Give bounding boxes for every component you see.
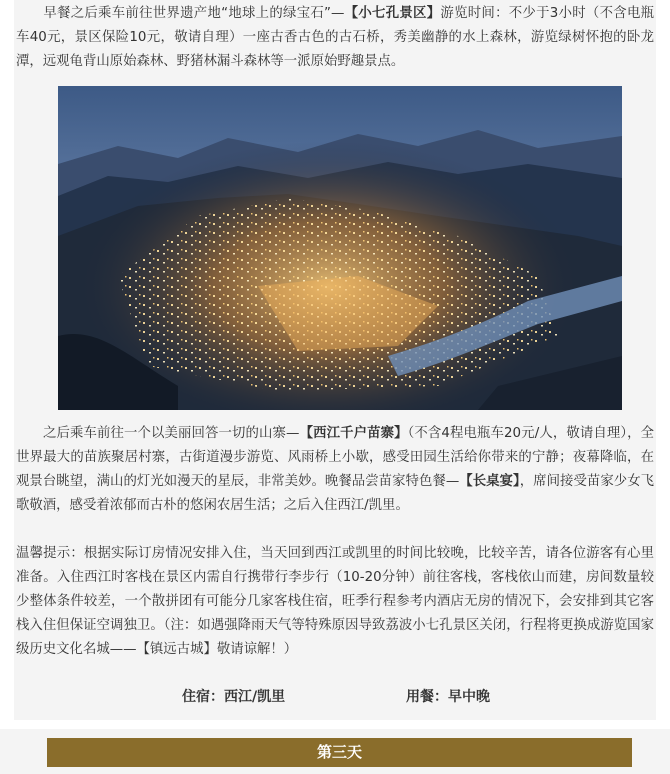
accommodation-info: 住宿：西江/凯里 — [182, 689, 286, 705]
paragraph-text: 敬请谅解！） — [216, 642, 298, 657]
paragraph-text: 之后乘车前往一个以美丽回答一切的山寨— — [43, 426, 300, 441]
warm-tips-paragraph — [14, 542, 656, 662]
highlight-xiaoqikong: 【小七孔景区】 — [344, 6, 441, 21]
paragraph-text: 早餐之后乘车前往世界遗产地“地球上的绿宝石”— — [43, 6, 345, 21]
itinerary-paragraph-xijiang — [14, 422, 656, 518]
highlight-xijiang: 【西江千户苗寨】 — [299, 426, 408, 441]
meals-info: 用餐：早中晚 — [406, 689, 490, 705]
xijiang-night-photo — [58, 86, 622, 410]
paragraph-text: 游览时间：不少于3小时（不含电瓶车40元，景区保险10元，敬请自理）一座古香古色的古石桥，秀美幽静的水上森林，游览绿树怀抱的卧龙潭，远观龟背山原始森林、野猪林漏斗森林等一派原始野趣景点。 — [16, 6, 655, 69]
paragraph-text: ，席间接受苗家少女飞歌敬酒，感受着浓郁而古朴的悠闲农居生活；之后入住西江/凯里。 — [16, 474, 655, 513]
highlight-long-table-feast: 【长桌宴】 — [459, 474, 520, 489]
paragraph-text: 温馨提示：根据实际订房情况安排入住，当天回到西江或凯里的时间比较晚，比较辛苦，请各位游客有心里准备。入住西江时客栈在景区内需自行携带行李步行（10-20分钟）前往客栈，客栈依山而建，房间数量较少整体条件较差，一个散拼团有可能分几家客栈住宿，旺季行程参考内酒店无房的情况下，会安排到其它客栈入住但保证空调独卫。（注：如遇强降雨天气等特殊原因导致荔波小七孔景区关闭，行程将更换成游览国家级历史文化名城—— — [16, 546, 654, 657]
highlight-zhenyuan: 【镇远古城】 — [136, 642, 217, 657]
itinerary-paragraph-xiaoqikong — [14, 2, 656, 74]
paragraph-text: （不含4程电瓶车20元/人，敬请自理），全世界最大的苗族聚居村寨，古街道漫步游览、风雨桥上小歇，感受田园生活给你带来的宁静；夜幕降临，在观景台眺望，满山的灯光如漫天的星辰，非常美妙。晚餐品尝苗家特色餐— — [16, 426, 655, 489]
day-content-card — [14, 0, 656, 720]
day-three-header: 第三天 — [47, 738, 632, 767]
